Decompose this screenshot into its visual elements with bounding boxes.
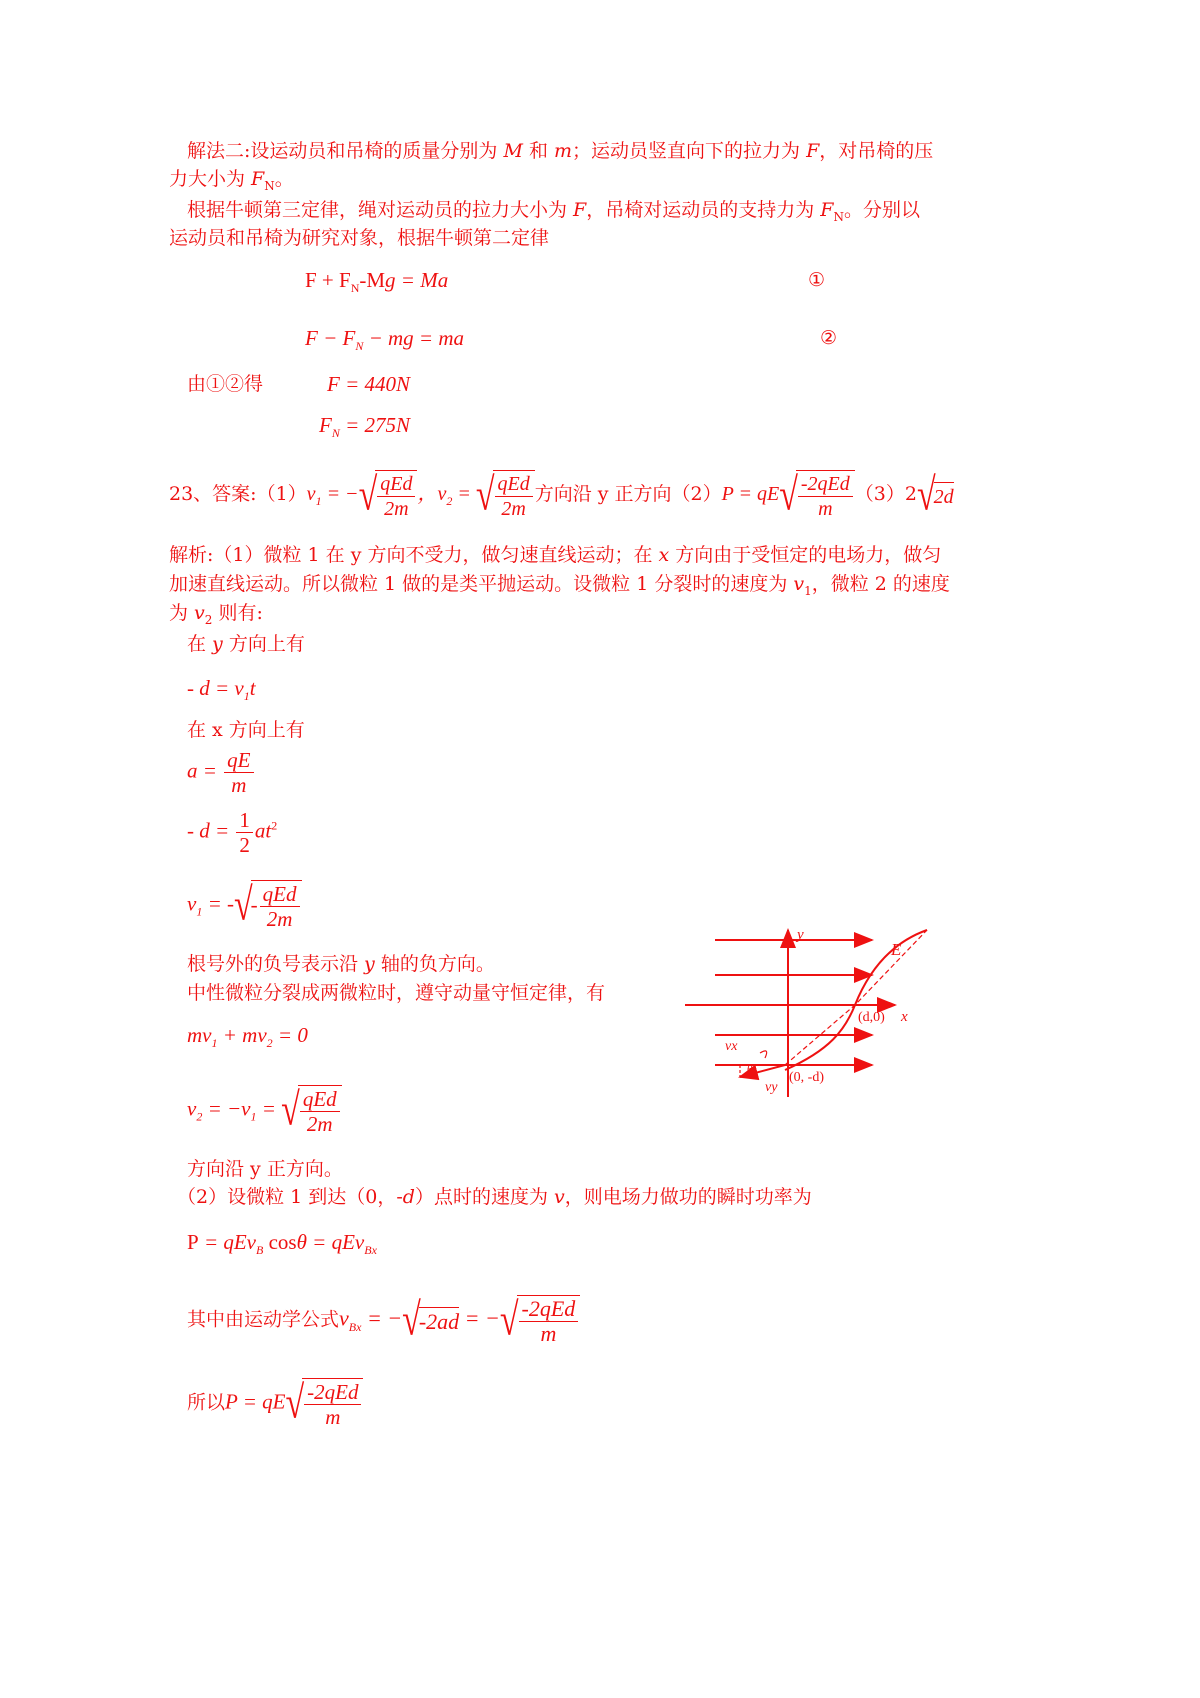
result-F: F = 440N — [327, 372, 411, 396]
sign-note: 根号外的负号表示沿 y 轴的负方向。 — [187, 953, 495, 975]
answer-23-dir: 方向沿 y 正方向（2） — [534, 483, 722, 506]
p0d-label: (0, -d) — [789, 1070, 824, 1085]
circle-1-label: ① — [808, 269, 826, 291]
E-label: E — [891, 940, 902, 959]
in-x-direction: 在 x 方向上有 — [187, 719, 305, 741]
eq-minus-d-v1t: - $d = v_1t$ — [187, 676, 256, 704]
momentum-note: 中性微粒分裂成两微粒时，遵守动量守恒定律，有 — [187, 982, 606, 1004]
x-axis-label: x — [901, 1009, 908, 1025]
from-12-label: 由①②得 — [187, 373, 264, 395]
result-FN: $F_N = 275N$ — [319, 413, 411, 441]
equation-1: $F + F_N-Mg = Ma$ — [305, 268, 449, 296]
theta-label: θ — [747, 1063, 753, 1075]
para1-line2: 力大小为 $F_N$。 — [169, 168, 294, 193]
answer-23-label: 23、答案:（1） — [169, 483, 307, 506]
in-y-direction: 在 y 方向上有 — [187, 633, 305, 655]
part2-note: （2）设微粒 1 到达（0，-d）点时的速度为 v，则电场力做功的瞬时功率为 — [177, 1186, 812, 1208]
so-label: 所以 — [187, 1391, 226, 1414]
eq-v2: $v_2 = -v_1$ = √ $\frac{\text{qEd}}{2m}$ — [187, 1085, 342, 1136]
analysis-line3: 为 $v_2$ 则有: — [169, 602, 263, 627]
dir-y-note: 方向沿 y 正方向。 — [187, 1158, 343, 1180]
dashed-line — [785, 930, 927, 1065]
equation-2: $F - F_N$ − mg = ma — [305, 326, 465, 354]
field-diagram — [725, 925, 1005, 1100]
eq-power: P = qEv$_B$ cosθ = qEv$_{Bx}$ — [187, 1230, 377, 1258]
answer-23-line: 23、答案$:(1)v_1$ = −√ $\frac{\text{qEd}}{2m}$ ，$v_2$ = √ $\frac{\text{qEd}}{2m}$ 方向沿 y 正方向（2）P = qE√ $\frac{\text{-2qEd}}{m}$ （3）2√2d — [169, 469, 954, 521]
eq-momentum: $mv_1 + mv_2 = 0$ — [187, 1023, 308, 1051]
trajectory-curve — [785, 930, 927, 1070]
analysis-line1: 解析:（1）微粒 1 在 y 方向不受力，做匀速直线运动；在 x 方向由于受恒定的电场力，做匀 — [169, 544, 942, 566]
eq-minus-d-half-at2: - d = $\frac{1}{2}$ $at^2$ — [187, 808, 278, 857]
para1-line3: 根据牛顿第三定律，绳对运动员的拉力大小为 F，吊椅对运动员的支持力为 $F_N$。分别以 — [187, 199, 920, 224]
kinematics-label: 其中由运动学公式 — [187, 1308, 340, 1331]
vx-label: vx — [725, 1039, 738, 1054]
y-axis-label: y — [797, 927, 804, 943]
analysis-line2: 加速直线运动。所以微粒 1 做的是类平抛运动。设微粒 1 分裂时的速度为 $v_1$，微粒 2 的速度 — [169, 573, 950, 598]
eq-a-qE-m: a = $\frac{qE}{m}$ — [187, 748, 256, 797]
eq-P-final: 所以P = qE√ $\frac{\text{-2qEd}}{m}$ — [187, 1378, 363, 1429]
eq-vBx: 其中由运动学公式$v_{Bx} = -√-2ad$ = −√ $\frac{\text{-2qEd}}{m}$ — [187, 1295, 580, 1346]
angle-arc — [760, 1051, 767, 1058]
answer-23-part3: （3）2 — [854, 483, 917, 506]
para1-line4: 运动员和吊椅为研究对象，根据牛顿第二定律 — [169, 227, 550, 249]
d0-label: (d,0) — [858, 1010, 885, 1025]
vy-label: vy — [765, 1080, 778, 1095]
eq-v1: $v_1$ = -√- $\frac{\text{qEd}}{2m}$ — [187, 880, 302, 931]
circle-2-label: ② — [820, 327, 838, 349]
para1-line1: 解法二:设运动员和吊椅的质量分别为 M 和 m；运动员竖直向下的拉力为 F，对吊椅的压 — [187, 140, 934, 162]
